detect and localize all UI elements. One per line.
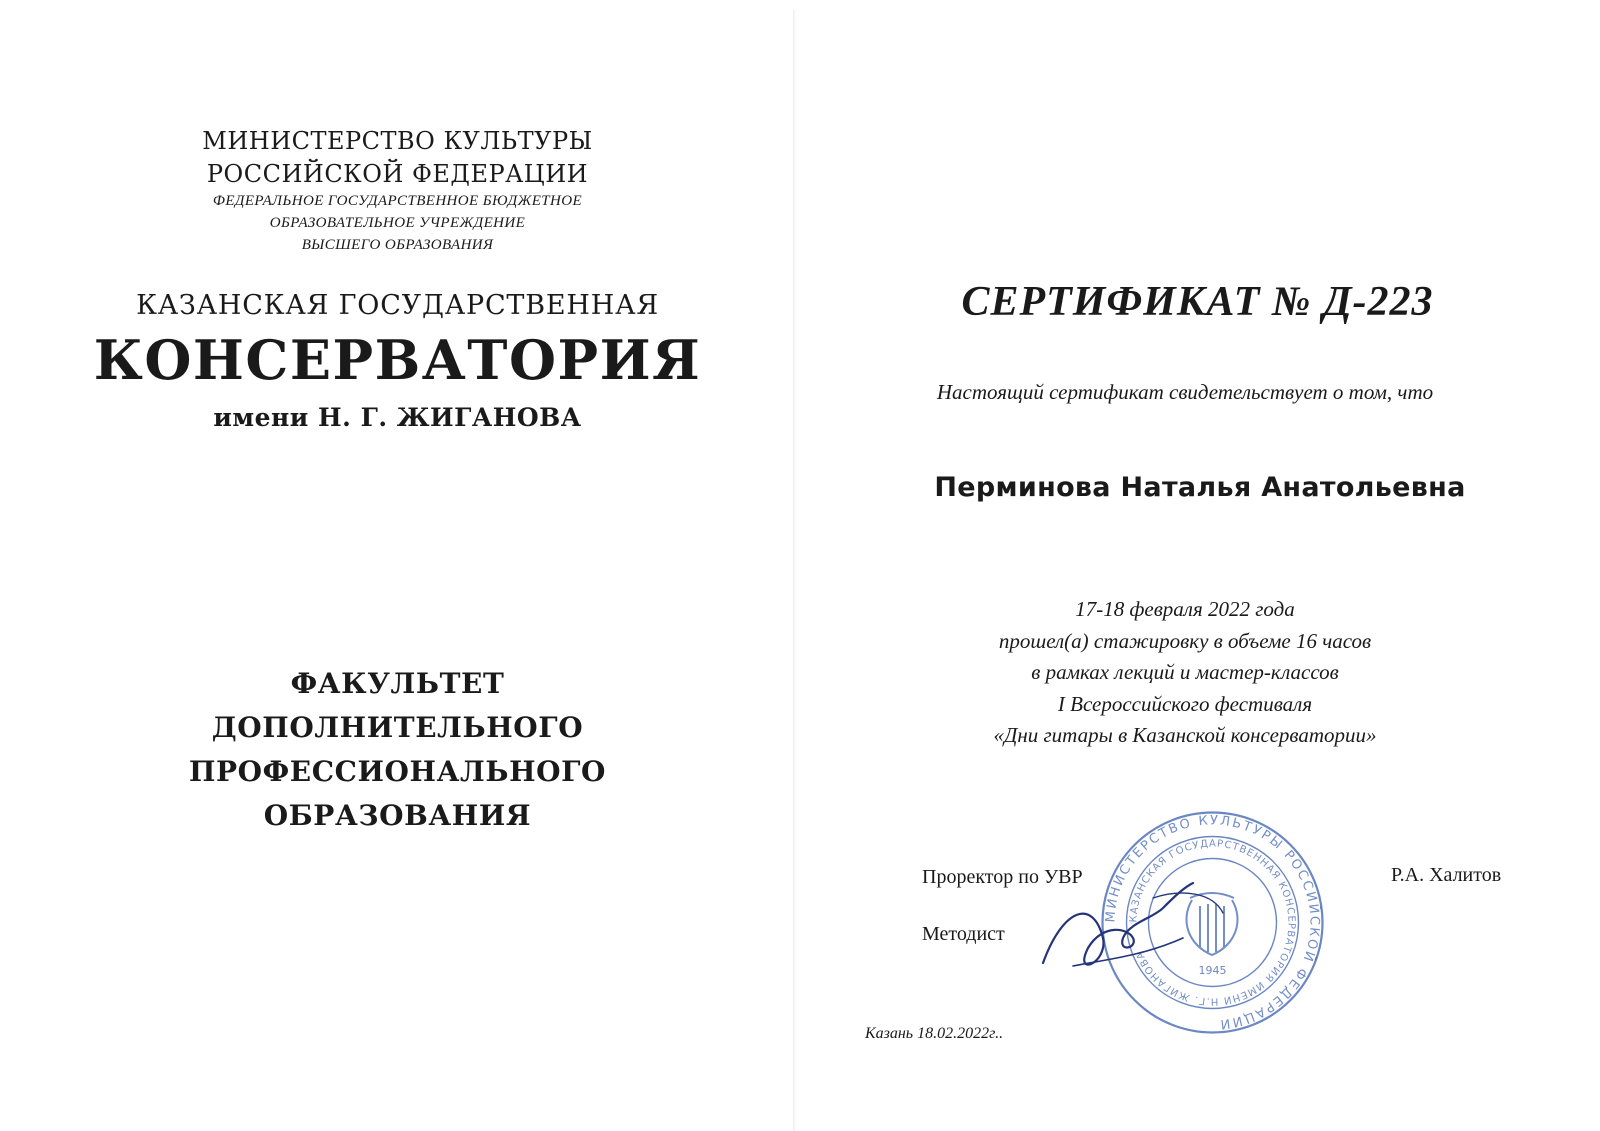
ministry-header [0,125,795,191]
stamp-inner-text: КАЗАНСКАЯ ГОСУДАРСТВЕННАЯ КОНСЕРВАТОРИЯ ИМЕНИ Н.Г. ЖИГАНОВА [1128,838,1297,1007]
faculty-line-2: ДОПОЛНИТЕЛЬНОГО [211,711,584,744]
university-name-line-3: имени Н. Г. ЖИГАНОВА [213,403,582,432]
stamp-year: 1945 [1198,964,1227,977]
institution-type [0,190,795,256]
university-name-line-2: КОНСЕРВАТОРИЯ [93,328,702,392]
details-line-5: «Дни гитары в Казанской консерватории» [993,723,1377,747]
details-line-4: I Всероссийского фестиваля [1057,691,1313,716]
place-and-date: Казань 18.02.2022г.. [865,1025,1004,1042]
university-name-line-1: КАЗАНСКАЯ ГОСУДАРСТВЕННАЯ [136,290,659,321]
certificate-intro: Настоящий сертификат свидетельствует о том, что [936,380,1434,404]
vice-rector-label: Проректор по УВР [922,866,1083,888]
faculty-title [0,662,795,838]
certificate-details [905,594,1465,752]
ministry-line-2: РОССИЙСКОЙ ФЕДЕРАЦИИ [206,160,589,188]
recipient-name: Перминова Наталья Анатольевна [934,472,1466,503]
institution-line-2: ОБРАЗОВАТЕЛЬНОЕ УЧРЕЖДЕНИЕ [269,215,526,231]
institution-line-1: ФЕДЕРАЛЬНОЕ ГОСУДАРСТВЕННОЕ БЮДЖЕТНОЕ [212,193,583,209]
details-line-1: 17-18 февраля 2022 года [1075,597,1295,621]
details-line-2: прошел(а) стажировку в объеме 16 часов [998,628,1372,653]
left-page [0,0,795,1131]
faculty-line-4: ОБРАЗОВАНИЯ [263,799,532,832]
certificate-title: СЕРТИФИКАТ № Д-223 [961,279,1434,325]
faculty-line-1: ФАКУЛЬТЕТ [290,667,505,700]
vice-rector-name: Р.А. Халитов [1391,864,1502,886]
stamp-outer-text: МИНИСТЕРСТВО КУЛЬТУРЫ РОССИЙСКОЙ ФЕДЕРАЦИИ [1103,813,1322,1032]
methodist-label: Методист [922,923,1005,945]
institution-line-3: ВЫСШЕГО ОБРАЗОВАНИЯ [301,237,494,253]
right-page [795,0,1600,1131]
faculty-line-3: ПРОФЕССИОНАЛЬНОГО [188,755,607,788]
ministry-line-1: МИНИСТЕРСТВО КУЛЬТУРЫ [202,127,593,155]
details-line-3: в рамках лекций и мастер-классов [1031,660,1339,684]
methodist-signature-icon [1033,868,1233,998]
